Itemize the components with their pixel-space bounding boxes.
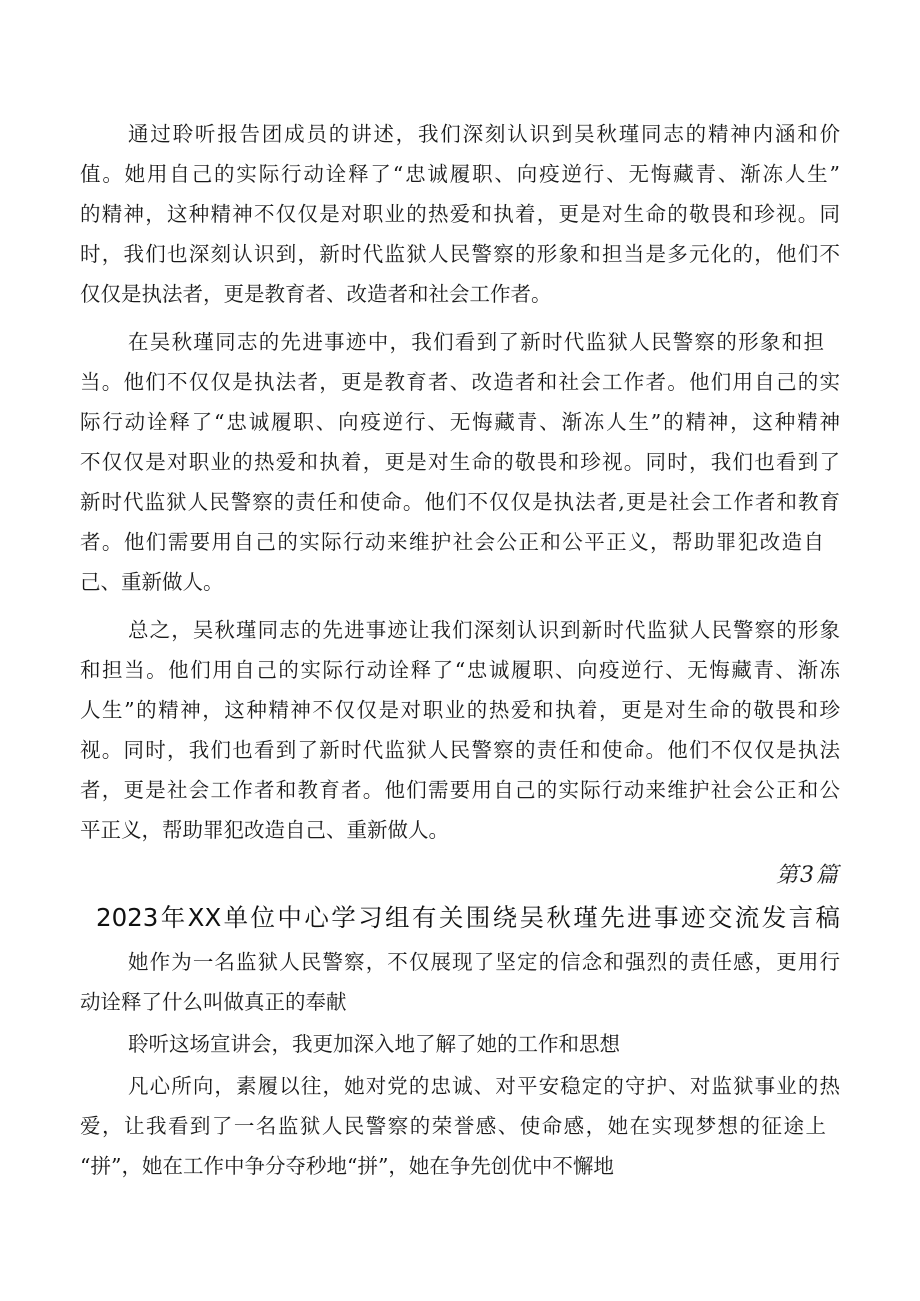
paragraph-line: 者。他们需要用自己的实际行动来维护社会公正和公平正义，帮助罪犯改造自	[80, 530, 824, 554]
paragraph-line: “拼”，她在工作中争分夺秒地“拼”，她在争先创优中不懈地	[80, 1154, 614, 1178]
paragraph-line: 凡心所向，素履以往，她对党的忠诚、对平安稳定的守护、对监狱事业的热	[128, 1074, 840, 1098]
paragraph-line: 际行动诠释了“忠诚履职、向疫逆行、无悔藏青、渐冻人生”的精神，这种精神	[80, 410, 840, 434]
paragraph-line: 爱，让我看到了一名监狱人民警察的荣誉感、使命感，她在实现梦想的征途上	[80, 1114, 826, 1138]
paragraph-line: 动诠释了什么叫做真正的奉献	[80, 990, 347, 1014]
paragraph-line: 人生”的精神，这种精神不仅仅是对职业的热爱和执着，更是对生命的敬畏和珍	[80, 698, 840, 722]
paragraph-line: 在吴秋瑾同志的先进事迹中，我们看到了新时代监狱人民警察的形象和担	[128, 330, 824, 354]
paragraph-line: 己、重新做人。	[80, 570, 224, 594]
article-title: 2023年XX单位中心学习组有关围绕吴秋瑾先进事迹交流发言稿	[96, 903, 840, 932]
paragraph-line: 值。她用自己的实际行动诠释了“忠诚履职、向疫逆行、无悔藏青、渐冻人生”	[80, 162, 840, 186]
paragraph-line: 的精神，这种精神不仅仅是对职业的热爱和执着，更是对生命的敬畏和珍视。同	[80, 202, 840, 226]
paragraph-line: 当。他们不仅仅是执法者，更是教育者、改造者和社会工作者。他们用自己的实	[80, 370, 840, 394]
paragraph-line: 时，我们也深刻认识到，新时代监狱人民警察的形象和担当是多元化的，他们不	[80, 242, 840, 266]
paragraph-line: 不仅仅是对职业的热爱和执着，更是对生命的敬畏和珍视。同时，我们也看到了	[80, 450, 840, 474]
paragraph-line: 她作为一名监狱人民警察，不仅展现了坚定的信念和强烈的责任感，更用行	[128, 950, 840, 974]
paragraph-line: 仅仅是执法者，更是教育者、改造者和社会工作者。	[80, 282, 552, 306]
paragraph-line: 视。同时，我们也看到了新时代监狱人民警察的责任和使命。他们不仅仅是执法	[80, 738, 840, 762]
paragraph-line: 者，更是社会工作者和教育者。他们需要用自己的实际行动来维护社会公正和公	[80, 778, 840, 802]
paragraph-line: 平正义，帮助罪犯改造自己、重新做人。	[80, 818, 449, 842]
paragraph-line: 总之，吴秋瑾同志的先进事迹让我们深刻认识到新时代监狱人民警察的形象	[128, 618, 840, 642]
paragraph-line: 聆听这场宣讲会，我更加深入地了解了她的工作和思想	[128, 1032, 620, 1056]
article-number-label: 第3篇	[776, 863, 840, 888]
paragraph-line: 通过聆听报告团成员的讲述，我们深刻认识到吴秋瑾同志的精神内涵和价	[128, 122, 840, 146]
paragraph-line: 和担当。他们用自己的实际行动诠释了“忠诚履职、向疫逆行、无悔藏青、渐冻	[80, 658, 840, 682]
paragraph-line: 新时代监狱人民警察的责任和使命。他们不仅仅是执法者,更是社会工作者和教育	[80, 490, 840, 514]
